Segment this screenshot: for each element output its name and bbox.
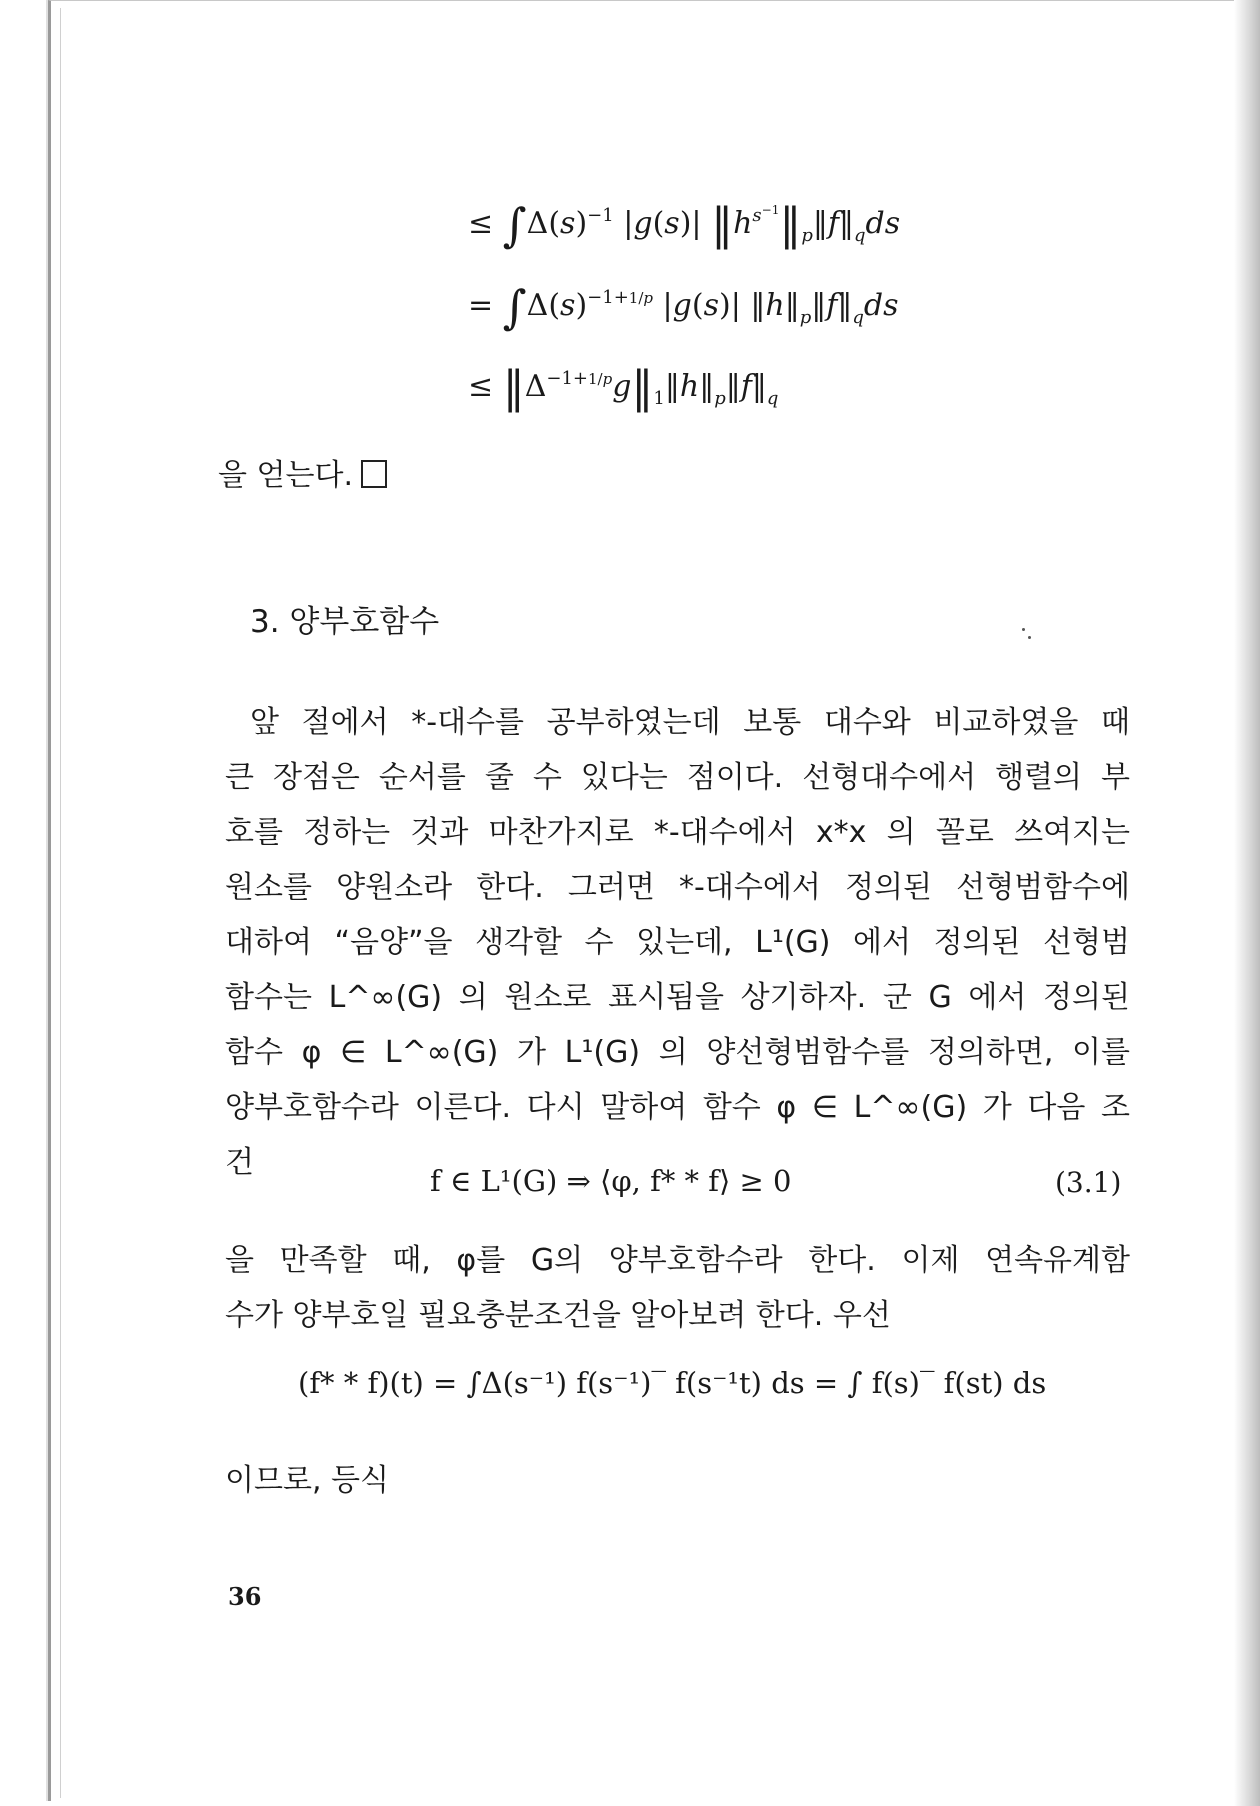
paragraph-line: 원소를 양원소라 한다. 그러면 *-대수에서 정의된 선형범함수에 [225, 870, 1130, 905]
paragraph-line: 건 [225, 1145, 254, 1180]
paragraph-line: 대하여 “음양”을 생각할 수 있는데, L¹(G) 에서 정의된 선형범 [225, 925, 1130, 960]
page-edge-line [60, 8, 61, 1798]
qed-box-icon [361, 460, 387, 488]
equation-number: (3.1) [1055, 1166, 1122, 1199]
paragraph-line: 호를 정하는 것과 마찬가지로 *-대수에서 x*x 의 꼴로 쓰여지는 [225, 815, 1130, 850]
inequality-line-1: ≤ $\int\Delta(s)^{-1}$ |g(s)| $‖h^{s^{-1}}‖_p‖f‖_qds$ [468, 198, 901, 252]
convolution-equation: (f* * f)(t) = ∫Δ(s⁻¹) f(s⁻¹)‾ f(s⁻¹t) ds = ∫ f(s)‾ f(st) ds [298, 1366, 1047, 1400]
paragraph-line: 이므로, 등식 [225, 1463, 389, 1498]
inequality-line-3: ≤ $‖\Delta^{-1+1/p}g‖_1‖h‖_p‖f‖_q$ [468, 362, 779, 413]
speck [1028, 636, 1031, 639]
inequality-line-2: = $\int\Delta(s)^{-1+1/p}$ |g(s)| $‖h‖_p‖f‖_qds$ [468, 280, 899, 334]
paragraph-line: 큰 장점은 순서를 줄 수 있다는 점이다. 선형대수에서 행렬의 부 [225, 760, 1130, 795]
paragraph-line: 을 만족할 때, φ를 G의 양부호함수라 한다. 이제 연속유계함 [225, 1243, 1130, 1278]
after-inequality-text: 을 얻는다. [218, 450, 1123, 494]
paragraph-line: 수가 양부호일 필요충분조건을 알아보려 한다. 우선 [225, 1298, 891, 1333]
page-shadow [1234, 0, 1260, 1806]
equation-3-1: f ∈ L¹(G) ⇒ ⟨φ, f* * f⟩ ≥ 0 [430, 1164, 792, 1198]
page-number: 36 [228, 1582, 262, 1611]
speck [1022, 628, 1025, 631]
paragraph-line: 앞 절에서 *-대수를 공부하였는데 보통 대수와 비교하였을 때 [250, 705, 1130, 740]
paragraph-line: 함수는 L^∞(G) 의 원소로 표시됨을 상기하자. 군 G 에서 정의된 [225, 980, 1130, 1015]
paragraph-line: 양부호함수라 이른다. 다시 말하여 함수 φ ∈ L^∞(G) 가 다음 조 [225, 1090, 1130, 1125]
section-heading: 3. 양부호함수 [250, 604, 440, 640]
paragraph-line: 함수 φ ∈ L^∞(G) 가 L¹(G) 의 양선형범함수를 정의하면, 이를 [225, 1035, 1130, 1070]
